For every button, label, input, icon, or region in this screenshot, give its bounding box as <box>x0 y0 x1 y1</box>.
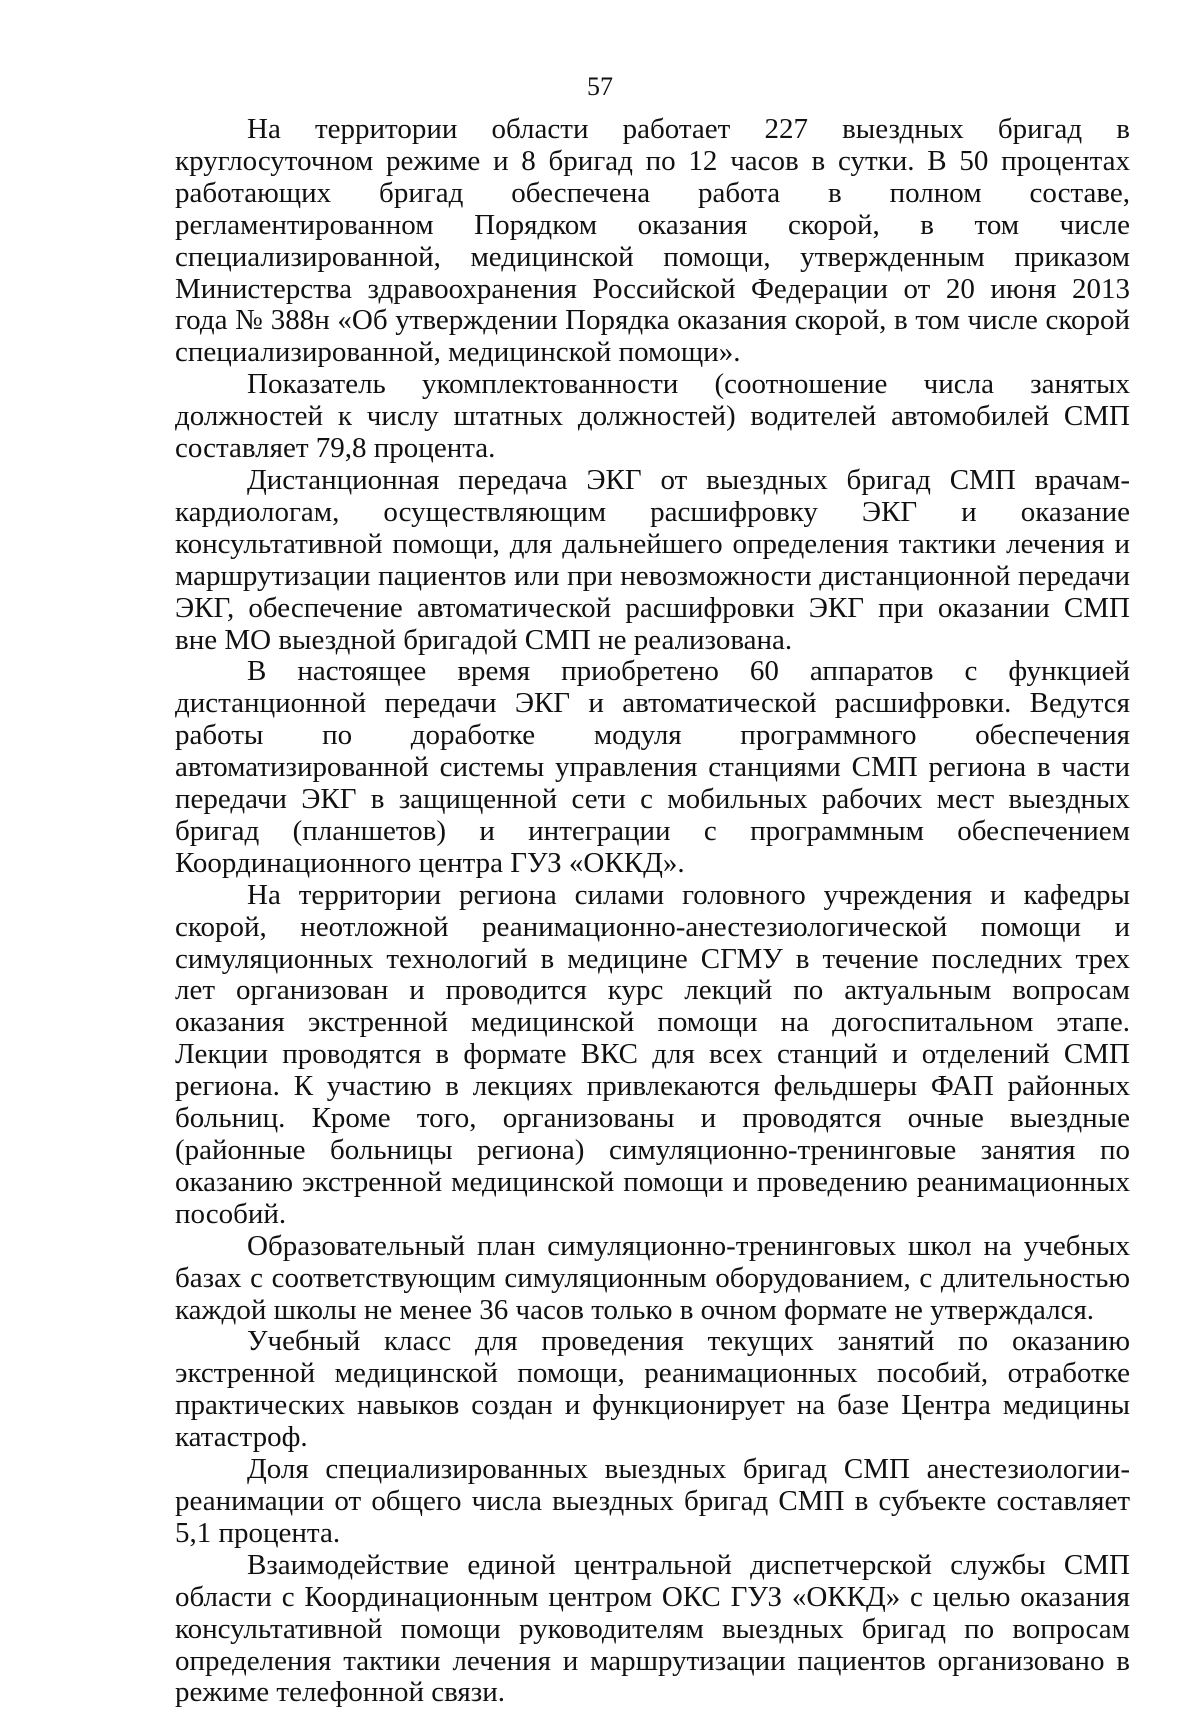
page-number: 57 <box>587 72 613 101</box>
paragraph-training-class: Учебный класс для проведения текущих занятий по оказанию экстренной медицинской помощи, реанимационных пособий, отработке практических навыков создан и функционирует на базе Центра медицины катастроф. <box>175 1325 1130 1454</box>
paragraph-dispatch-interaction: Взаимодействие единой центральной диспетчерской службы СМП области с Координационным центром ОКС ГУЗ «ОККД» с целью оказания консультативной помощи руководителям выездных бригад по вопросам определения тактики лечения и маршрутизации пациентов организовано в режиме телефонной связи. <box>175 1548 1130 1709</box>
paragraph-icu-brigades-share: Доля специализированных выездных бригад СМП анестезиологии-реанимации от общего числа выездных бригад СМП в субъекте составляет 5,1 процента. <box>175 1453 1130 1549</box>
paragraph-brigades: На территории области работает 227 выездных бригад в круглосуточном режиме и 8 бригад по 12 часов в сутки. В 50 процентах работающих бригад обеспечена работа в полном составе, регламентированном Порядком оказания скорой, в том числе специализированной, медицинской помощи, утвержденным приказом Министерства здравоохранения Российской Федерации от 20 июня 2013 года № 388н «Об утверждении Порядка оказания скорой, в том числе скорой специализированной, медицинской помощи». <box>175 113 1130 369</box>
paragraph-education-plan: Образовательный план симуляционно-тренинговых школ на учебных базах с соответствующим симуляционным оборудованием, с длительностью каждой школы не менее 36 часов только в очном формате не утверждался. <box>175 1229 1130 1326</box>
paragraph-ecg-devices: В настоящее время приобретено 60 аппаратов с функцией дистанционной передачи ЭКГ и автоматической расшифровки. Ведутся работы по доработке модуля программного обеспечения автоматизированной системы управления станциями СМП региона в части передачи ЭКГ в защищенной сети с мобильных рабочих мест выездных бригад (планшетов) и интеграции с программным обеспечением Координационного центра ГУЗ «ОККД». <box>175 655 1130 879</box>
paragraph-ecg-transmission: Дистанционная передача ЭКГ от выездных бригад СМП врачам-кардиологам, осуществляющим расшифровку ЭКГ и оказание консультативной помощи, для дальнейшего определения тактики лечения и маршрутизации пациентов или при невозможности дистанционной передачи ЭКГ, обеспечение автоматической расшифровки ЭКГ при оказании СМП вне МО выездной бригадой СМП не реализована. <box>175 463 1130 656</box>
paragraph-drivers-staffing: Показатель укомплектованности (соотношение числа занятых должностей к числу штатных должностей) водителей автомобилей СМП составляет 79,8 процента. <box>175 368 1130 465</box>
document-body <box>175 114 1130 1709</box>
paragraph-lectures: На территории региона силами головного учреждения и кафедры скорой, неотложной реанимационно-анестезиологической помощи и симуляционных технологий в медицине СГМУ в течение последних трех лет организован и проводится курс лекций по актуальным вопросам оказания экстренной медицинской помощи на догоспитальном этапе. Лекции проводятся в формате ВКС для всех станций и отделений СМП региона. К участию в лекциях привлекаются фельдшеры ФАП районных больниц. Кроме того, организованы и проводятся очные выездные (районные больницы региона) симуляционно-тренинговые занятия по оказанию экстренной медицинской помощи и проведению реанимационных пособий. <box>175 878 1130 1230</box>
